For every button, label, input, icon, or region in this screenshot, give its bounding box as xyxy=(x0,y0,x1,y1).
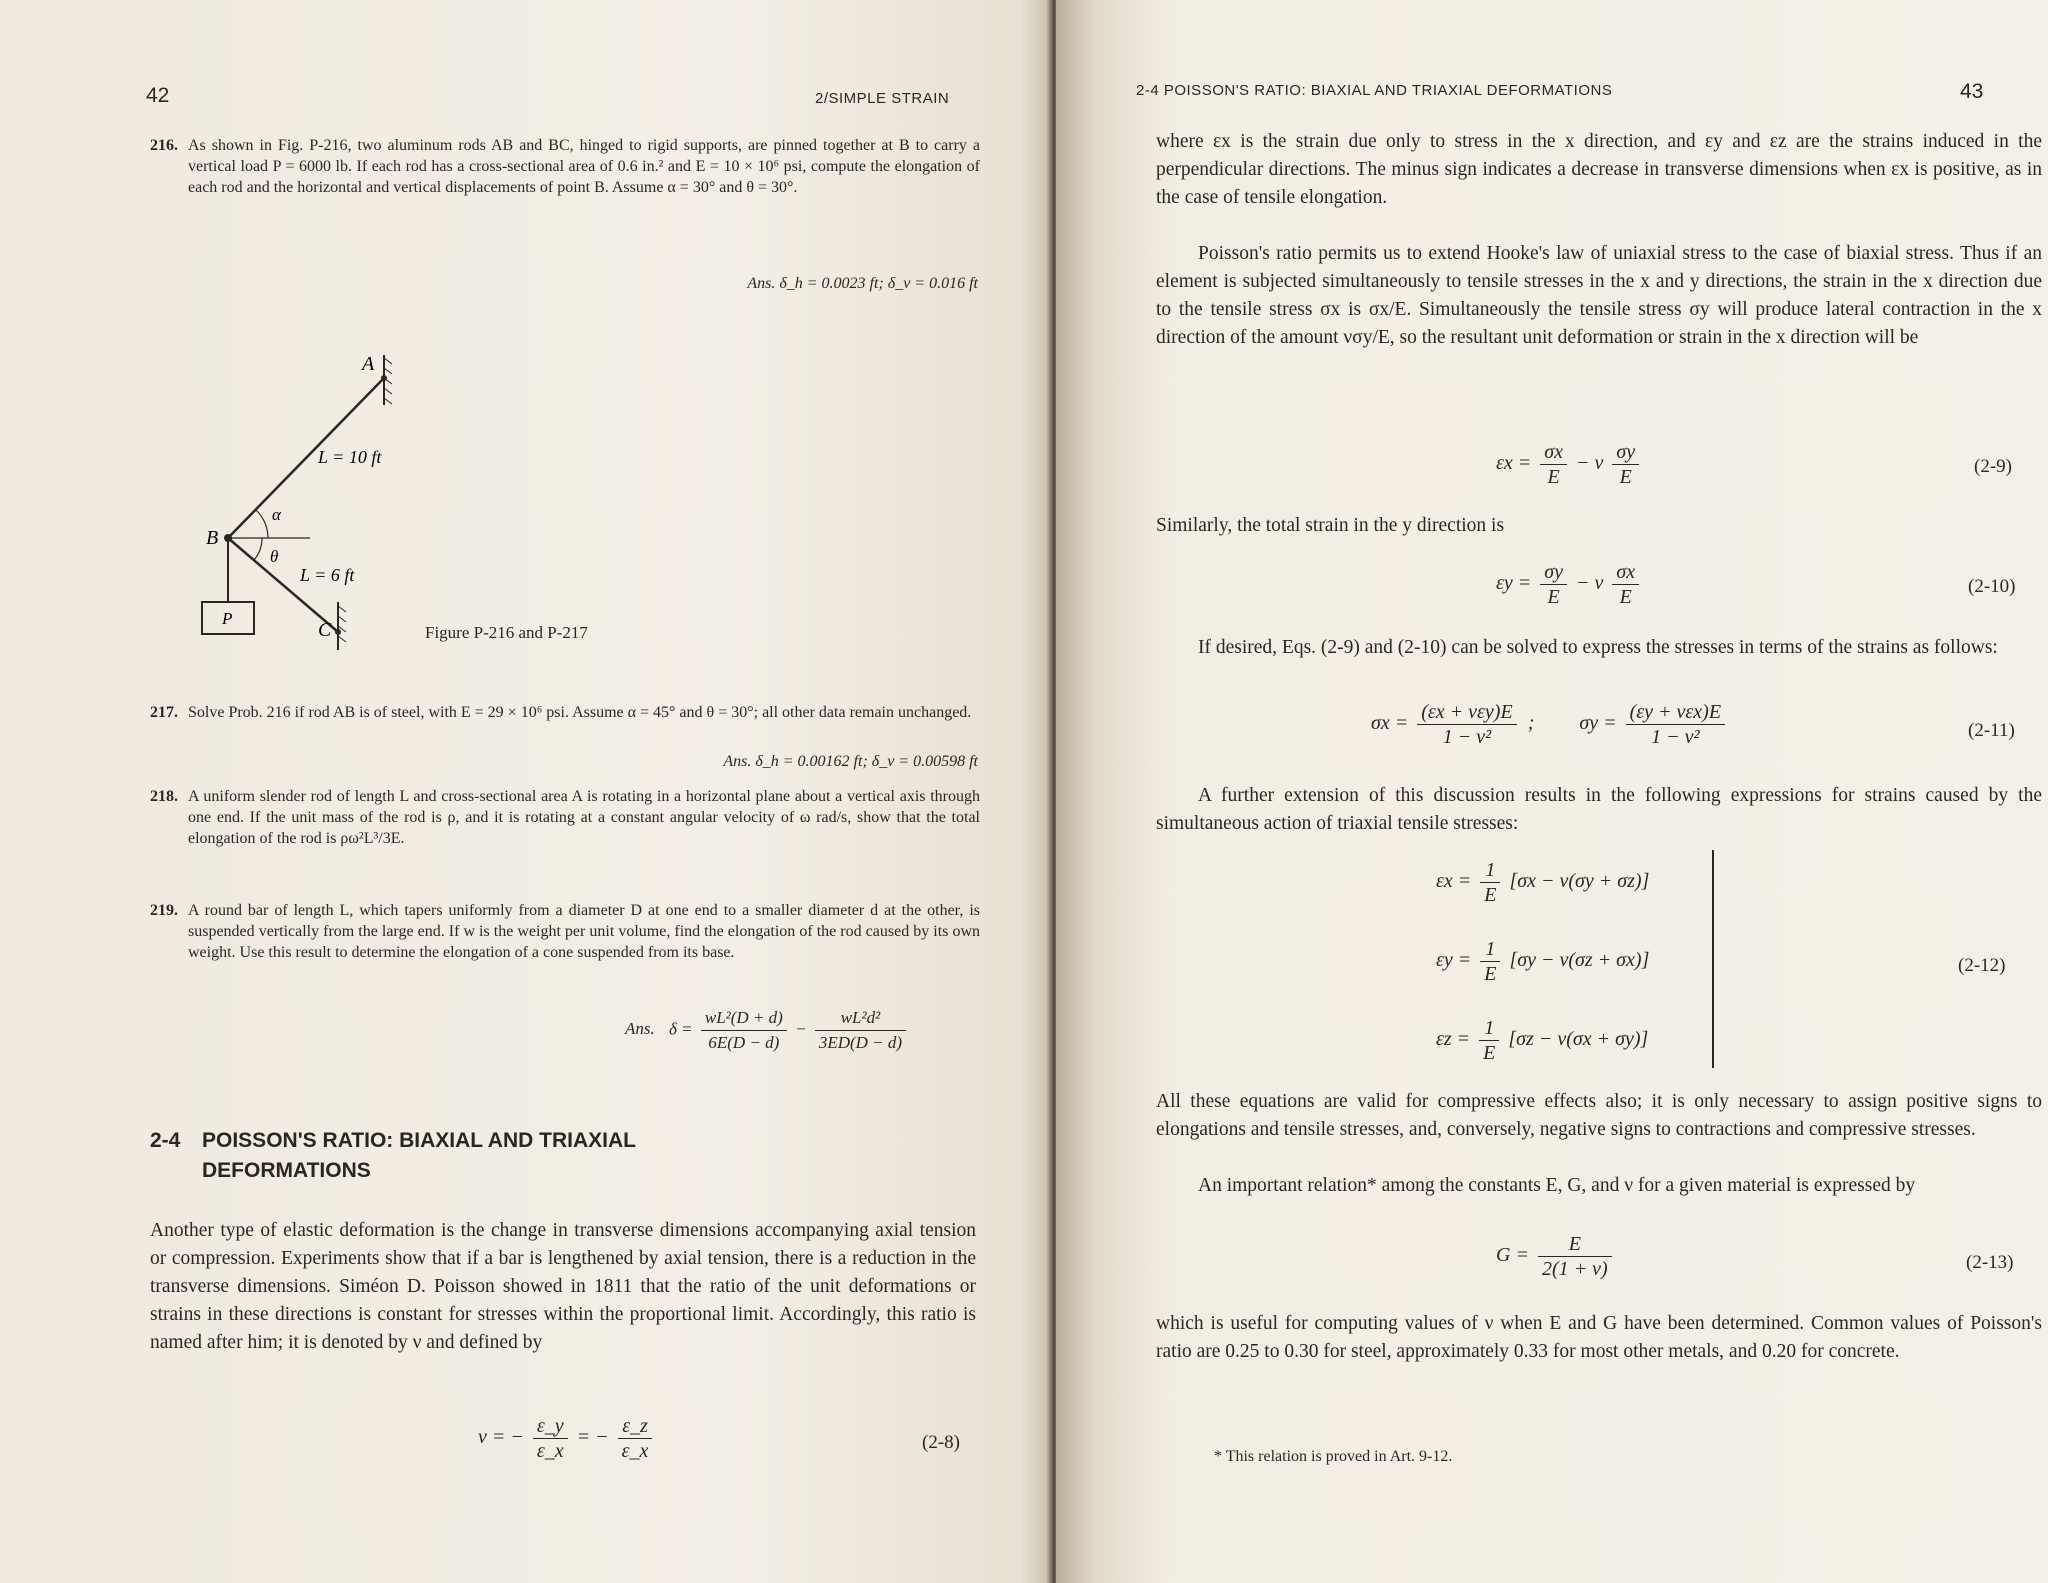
equation-number: (2-12) xyxy=(1958,955,2006,976)
fraction-numerator: (εx + νεy)E xyxy=(1417,700,1516,725)
fraction-denominator: E xyxy=(1619,466,1632,488)
fraction-denominator: ε_x xyxy=(536,1440,564,1462)
fraction-numerator: 1 xyxy=(1479,1016,1499,1041)
equation-2-12-row-2 xyxy=(1436,937,1649,986)
alpha-arc xyxy=(256,510,268,538)
paragraph-5: A further extension of this discussion results in the following expressions for strains caused by the simultaneous action of triaxial tensile stresses: xyxy=(1156,785,2042,834)
section-title: POISSON'S RATIO: BIAXIAL AND TRIAXIAL DEFORMATIONS xyxy=(202,1129,636,1182)
fraction-numerator: σy xyxy=(1612,440,1639,465)
fraction-denominator: 1 − ν² xyxy=(1651,726,1700,748)
paragraph-7: An important relation* among the constants E, G, and ν for a given material is expressed by xyxy=(1198,1175,1916,1196)
problem-number: 218. xyxy=(150,788,178,805)
page-number: 42 xyxy=(146,84,170,107)
paragraph-6: All these equations are valid for compressive effects also; it is only necessary to assign positive signs to elongations and tensile stresses, and, conversely, negative signs to contractions and compressive stresses. xyxy=(1156,1091,2042,1140)
equation-number: (2-11) xyxy=(1968,720,2015,741)
fraction-denominator: E xyxy=(1484,963,1497,985)
paragraph-4: If desired, Eqs. (2-9) and (2-10) can be solved to express the stresses in terms of the strains as follows: xyxy=(1198,637,1998,658)
footnote: * This relation is proved in Art. 9-12. xyxy=(1214,1448,1453,1465)
problem-number: 219. xyxy=(150,902,178,919)
equation-brace xyxy=(1712,850,1714,1068)
fraction-numerator: σx xyxy=(1612,560,1639,585)
minus-sign: − xyxy=(795,1019,807,1039)
fraction-denominator: E xyxy=(1484,884,1497,906)
equation-2-12-row-3 xyxy=(1436,1016,1648,1065)
equation-number: (2-13) xyxy=(1966,1252,2014,1273)
fraction-denominator: 6E(D − d) xyxy=(708,1033,780,1052)
problem-text: As shown in Fig. P-216, two aluminum rods AB and BC, hinged to rigid supports, are pinned together at B to carry a vertical load P = 6000 lb. If each rod has a cross-sectional area of 0.6 in.² and E = 10 × 10⁶ psi, compute the elongation of each rod and the horizontal and vertical displacements of point B. Assume α = 30° and θ = 30°. xyxy=(188,137,980,196)
equation-2-10 xyxy=(1496,560,1643,609)
section-heading xyxy=(150,1126,790,1186)
equation-operator: = − xyxy=(576,1426,609,1449)
equation-2-12-row-1 xyxy=(1436,858,1649,907)
fraction-numerator: σy xyxy=(1540,560,1567,585)
answer-219 xyxy=(625,1006,910,1055)
equation-number: (2-8) xyxy=(922,1432,960,1453)
equation-number: (2-10) xyxy=(1968,576,2016,597)
equation-2-13 xyxy=(1496,1232,1616,1281)
problem-number: 217. xyxy=(150,704,178,721)
problem-216 xyxy=(150,135,980,198)
equation-2-11 xyxy=(1371,700,1729,749)
running-head: 2/SIMPLE STRAIN xyxy=(815,90,950,107)
figure-p216 xyxy=(190,340,680,660)
problem-219 xyxy=(150,900,980,963)
paragraph-2: Poisson's ratio permits us to extend Hooke's law of uniaxial stress to the case of biaxial stress. Thus if an element is subjected simultaneously to tensile stresses in the x and y directions, the strain in the x direction due to the tensile stress σx is σx/E. Simultaneously the tensile stress σy will produce lateral contraction in the x direction of the amount νσy/E, so the resultant unit deformation or strain in the x direction will be xyxy=(1156,243,2042,348)
problem-answer: Ans. δ_h = 0.0023 ft; δ_v = 0.016 ft xyxy=(747,275,978,292)
equation-separator: ; xyxy=(1527,712,1535,735)
fraction-numerator: ε_y xyxy=(533,1414,568,1439)
label-b: B xyxy=(206,527,219,549)
label-l2: L = 6 ft xyxy=(300,565,355,585)
right-page xyxy=(1056,0,2048,1583)
equation-lhs: εy = xyxy=(1436,949,1472,972)
fraction-numerator: 1 xyxy=(1480,858,1500,883)
paragraph-3: Similarly, the total strain in the y direction is xyxy=(1156,515,1505,536)
problem-217 xyxy=(150,702,980,723)
label-p: P xyxy=(222,609,233,628)
fraction-denominator: 3ED(D − d) xyxy=(818,1033,903,1052)
problem-218 xyxy=(150,786,980,849)
label-a: A xyxy=(362,353,375,375)
equation-rhs: [σy − ν(σz + σx)] xyxy=(1509,949,1650,972)
fraction-numerator: wL²(D + d) xyxy=(701,1006,787,1031)
equation-operator: − ν xyxy=(1576,572,1604,595)
fraction-denominator: E xyxy=(1547,466,1560,488)
equation-rhs: [σx − ν(σy + σz)] xyxy=(1509,870,1650,893)
fraction-numerator: 1 xyxy=(1480,937,1500,962)
fraction-denominator: E xyxy=(1483,1042,1496,1064)
fraction-denominator: E xyxy=(1619,586,1632,608)
running-head: 2-4 POISSON'S RATIO: BIAXIAL AND TRIAXIAL DEFORMATIONS xyxy=(1136,82,1613,99)
equation-lhs: εy = xyxy=(1496,572,1532,595)
fraction-numerator: σx xyxy=(1540,440,1567,465)
body-paragraph: Another type of elastic deformation is the change in transverse dimensions accompanying axial tension or compression. Experiments show that if a bar is lengthened by axial tension, there is a reduction in the transverse dimensions. Siméon D. Poisson showed in 1811 that the ratio of the unit deformations or strains in these directions is constant for stresses within the proportional limit. Accordingly, this ratio is named after him; it is denoted by ν and defined by xyxy=(150,1220,976,1353)
paragraph-1: where εx is the strain due only to stress in the x direction, and εy and εz are the strains induced in the perpendicular directions. The minus sign indicates a decrease in transverse dimensions when εx is positive, as in the case of tensile elongation. xyxy=(1156,131,2042,208)
figure-caption: Figure P-216 and P-217 xyxy=(425,623,588,642)
equation-lhs: G = xyxy=(1496,1244,1529,1267)
equation-lhs: ν = − xyxy=(478,1426,524,1449)
rod-bc xyxy=(228,538,338,632)
problem-text: A uniform slender rod of length L and cross-sectional area A is rotating in a horizontal plane about a vertical axis through one end. If the unit mass of the rod is ρ, and it is rotating at a constant angular velocity of ω rad/s, show that the total elongation of the rod is ρω²L³/3E. xyxy=(188,788,980,847)
section-number: 2-4 xyxy=(150,1129,181,1152)
fraction-denominator: ε_x xyxy=(621,1440,649,1462)
page-number: 43 xyxy=(1960,80,1984,103)
label-alpha: α xyxy=(272,505,281,524)
equation-lhs: σy = xyxy=(1579,712,1617,735)
fraction-numerator: wL²d² xyxy=(815,1006,906,1031)
fraction-denominator: 2(1 + ν) xyxy=(1541,1258,1608,1280)
fraction-denominator: 1 − ν² xyxy=(1442,726,1492,748)
answer-lhs: δ = xyxy=(669,1019,693,1039)
equation-lhs: εx = xyxy=(1436,870,1472,893)
equation-lhs: εx = xyxy=(1496,452,1532,475)
label-l1: L = 10 ft xyxy=(318,447,382,467)
label-c: C xyxy=(318,619,332,641)
fraction-numerator: E xyxy=(1538,1232,1612,1257)
equation-2-8 xyxy=(478,1414,656,1463)
fraction-denominator: E xyxy=(1547,586,1560,608)
equation-lhs: εz = xyxy=(1436,1028,1471,1051)
paragraph-8: which is useful for computing values of ν when E and G have been determined. Common values of Poisson's ratio are 0.25 to 0.30 for steel, approximately 0.33 for most other metals, and 0.20 for concrete. xyxy=(1156,1313,2042,1362)
equation-number: (2-9) xyxy=(1974,456,2012,477)
problem-number: 216. xyxy=(150,137,178,154)
equation-lhs: σx = xyxy=(1371,712,1409,735)
problem-text: Solve Prob. 216 if rod AB is of steel, with E = 29 × 10⁶ psi. Assume α = 45° and θ = 30°; all other data remain unchanged. xyxy=(188,704,972,721)
equation-rhs: [σz − ν(σx + σy)] xyxy=(1508,1028,1649,1051)
problem-answer: Ans. δ_h = 0.00162 ft; δ_v = 0.00598 ft xyxy=(723,753,978,770)
equation-operator: − ν xyxy=(1576,452,1604,475)
problem-text: A round bar of length L, which tapers uniformly from a diameter D at one end to a smaller diameter d at the other, is suspended vertically from the large end. If w is the weight per unit volume, find the elongation of the rod caused by its own weight. Use this result to determine the elongation of a cone suspended from its base. xyxy=(188,902,980,961)
answer-prefix: Ans. xyxy=(625,1019,655,1039)
equation-2-9 xyxy=(1496,440,1643,489)
fraction-numerator: ε_z xyxy=(618,1414,653,1439)
fraction-numerator: (εy + νεx)E xyxy=(1626,700,1725,725)
theta-arc xyxy=(254,538,262,560)
label-theta: θ xyxy=(270,547,279,566)
